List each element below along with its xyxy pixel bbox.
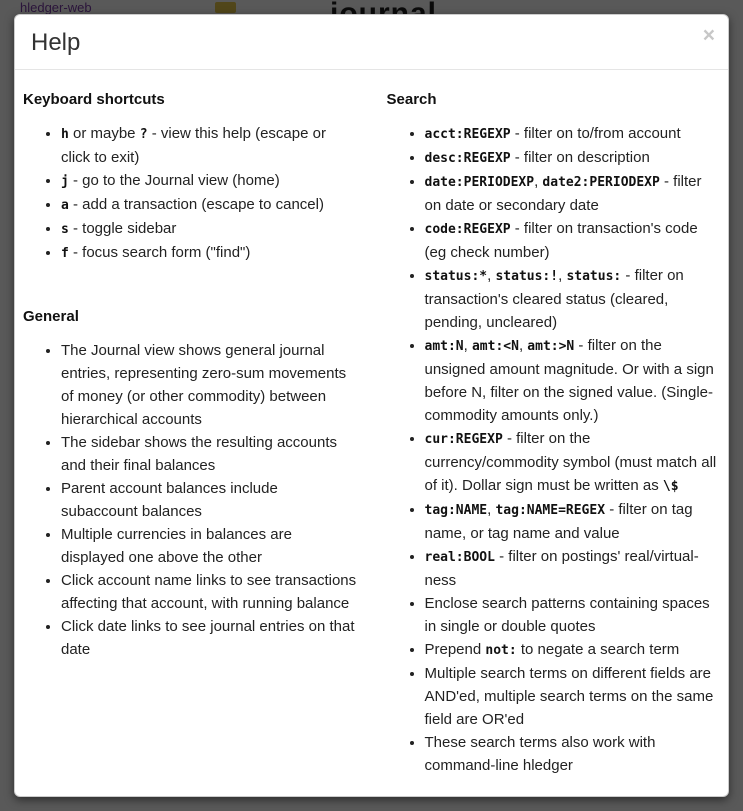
- list-item: • a - add a transaction (escape to cancel): [61, 193, 357, 217]
- list-item: • acct:REGEXP - filter on to/from account: [425, 122, 721, 146]
- close-icon[interactable]: ×: [702, 24, 715, 47]
- inline-code: date:PERIODEXP: [424, 174, 535, 190]
- inline-code: f: [61, 245, 69, 261]
- inline-code: amt:N: [424, 338, 464, 354]
- list-item: • s - toggle sidebar: [61, 217, 357, 241]
- inline-code: code:REGEXP: [424, 221, 511, 237]
- list-item: • Prepend not: to negate a search term: [425, 638, 721, 662]
- list-item: • status:*, status:!, status: - filter on transaction's cleared status (cleared, pending, uncleared): [425, 264, 721, 334]
- inline-code: status:!: [495, 268, 559, 284]
- list-item: • Parent account balances include subaccount balances: [61, 477, 357, 523]
- list-item: • The sidebar shows the resulting accounts and their final balances: [61, 431, 357, 477]
- inline-code: s: [61, 221, 69, 237]
- list-item: • code:REGEXP - filter on transaction's code (eg check number): [425, 217, 721, 264]
- inline-code: not:: [485, 642, 517, 658]
- section-heading-search: Search: [386, 90, 437, 108]
- list-item: • amt:N, amt:<N, amt:>N - filter on the unsigned amount magnitude. Or with a sign before N, filter on the signed value. (Single-commodity amounts only.): [425, 334, 721, 427]
- list-item: • Enclose search patterns containing spaces in single or double quotes: [425, 592, 721, 638]
- inline-code: tag:NAME=REGEX: [495, 502, 606, 518]
- list-item: • real:BOOL - filter on postings' real/virtual-ness: [425, 545, 721, 592]
- inline-code: real:BOOL: [424, 549, 495, 565]
- inline-code: cur:REGEXP: [424, 431, 503, 447]
- inline-code: status:: [566, 268, 622, 284]
- inline-code: status:*: [424, 268, 488, 284]
- list-item: • Click account name links to see transactions affecting that account, with running balance: [61, 569, 357, 615]
- search-list: [387, 122, 721, 777]
- section-heading-general: General: [23, 307, 79, 325]
- inline-code: amt:>N: [527, 338, 575, 354]
- list-item: • Multiple currencies in balances are displayed one above the other: [61, 523, 357, 569]
- keyboard-shortcuts-list: [23, 122, 357, 265]
- inline-code: j: [61, 173, 69, 189]
- list-item: • cur:REGEXP - filter on the currency/commodity symbol (must match all of it). Dollar sign must be written as \$: [425, 427, 721, 498]
- list-item: • These search terms also work with command-line hledger: [425, 731, 721, 777]
- list-item: • Click date links to see journal entries on that date: [61, 615, 357, 661]
- inline-code: tag:NAME: [424, 502, 488, 518]
- left-column: [23, 90, 372, 777]
- inline-code: acct:REGEXP: [424, 126, 511, 142]
- inline-code: a: [61, 197, 69, 213]
- inline-code: \$: [662, 478, 679, 494]
- help-modal: [14, 14, 729, 797]
- section-heading-keyboard-shortcuts: Keyboard shortcuts: [23, 90, 165, 108]
- general-list: [23, 339, 357, 661]
- list-item: • The Journal view shows general journal entries, representing zero-sum movements of money (or other commodity) between hierarchical accounts: [61, 339, 357, 431]
- inline-code: date2:PERIODEXP: [542, 174, 660, 190]
- list-item: • date:PERIODEXP, date2:PERIODEXP - filter on date or secondary date: [425, 170, 721, 217]
- list-item: • f - focus search form ("find"): [61, 241, 357, 265]
- modal-title: Help: [31, 29, 81, 56]
- inline-code: desc:REGEXP: [424, 150, 511, 166]
- list-item: • tag:NAME, tag:NAME=REGEX - filter on tag name, or tag name and value: [425, 498, 721, 545]
- inline-code: ?: [139, 126, 148, 142]
- modal-header: [15, 15, 728, 70]
- inline-code: amt:<N: [471, 338, 519, 354]
- right-column: [372, 90, 721, 777]
- list-item: • Multiple search terms on different fields are AND'ed, multiple search terms on the same field are OR'ed: [425, 662, 721, 731]
- modal-body: [15, 70, 728, 797]
- list-item: • h or maybe ? - view this help (escape or click to exit): [61, 122, 357, 169]
- inline-code: h: [61, 126, 69, 142]
- list-item: • j - go to the Journal view (home): [61, 169, 357, 193]
- list-item: • desc:REGEXP - filter on description: [425, 146, 721, 170]
